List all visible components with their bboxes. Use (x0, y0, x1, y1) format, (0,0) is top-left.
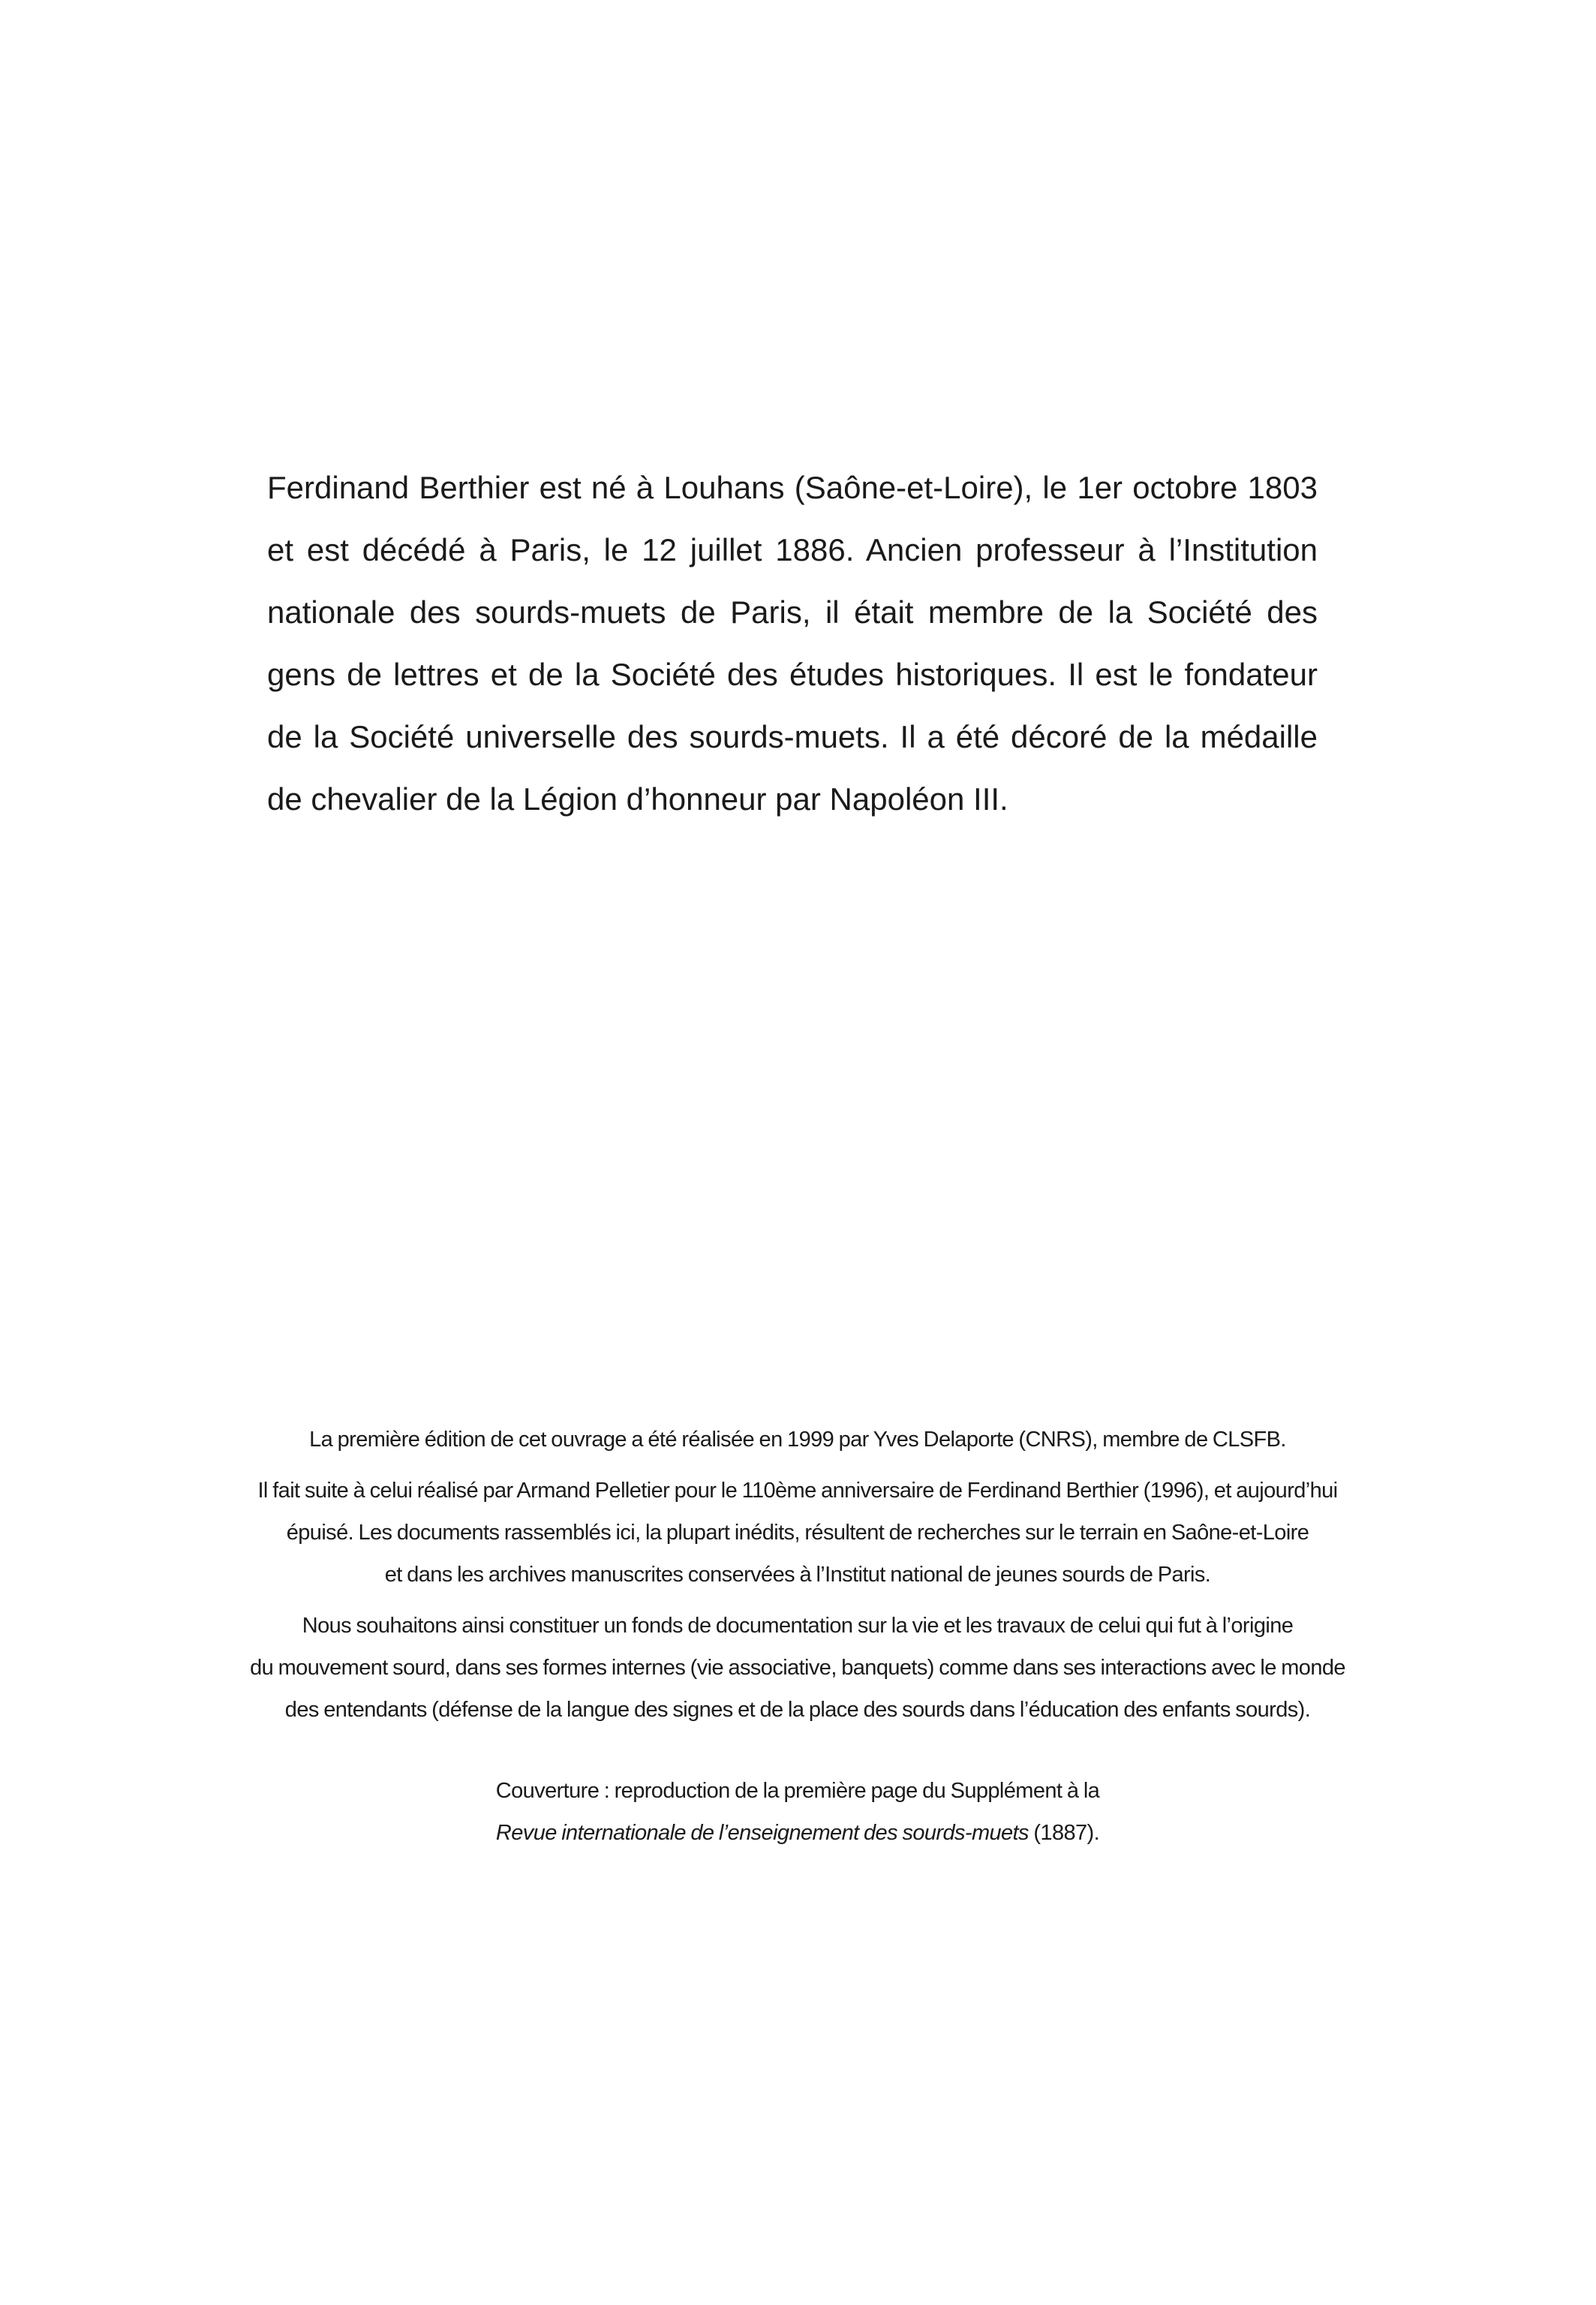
follow-up-line-2: épuisé. Les documents rassemblés ici, la plupart inédits, résultent de recherches sur le terrain en Saône-et-Loire (286, 1521, 1309, 1545)
journal-title: Revue internationale de l’enseignement des sourds-muets (495, 1821, 1029, 1845)
cover-credit-line-1: Couverture : reproduction de la première page du Supplément à la (495, 1779, 1100, 1803)
follow-up-line-1: Il fait suite à celui réalisé par Armand Pelletier pour le 110ème anniversaire de Ferdinand Berthier (1996), et aujourd’hui (257, 1479, 1338, 1503)
edition-notes (210, 1419, 1385, 1854)
cover-credit (210, 1770, 1385, 1854)
purpose-line-3: des entendants (défense de la langue des signes et de la place des sourds dans l’éducation des enfants sourds). (284, 1698, 1311, 1722)
purpose-line-2: du mouvement sourd, dans ses formes internes (vie associative, banquets) comme dans ses interactions avec le monde (250, 1656, 1345, 1680)
follow-up-line-3: et dans les archives manuscrites conservées à l’Institut national de jeunes sourds de Paris. (384, 1563, 1211, 1587)
first-edition-note (210, 1419, 1385, 1461)
first-edition-line: La première édition de cet ouvrage a été réalisée en 1999 par Yves Delaporte (CNRS), membre de CLSFB. (309, 1428, 1286, 1452)
purpose-line-1: Nous souhaitons ainsi constituer un fonds de documentation sur la vie et les travaux de celui qui fut à l’origine (302, 1614, 1294, 1638)
follow-up-note (210, 1470, 1385, 1596)
biography-paragraph: Ferdinand Berthier est né à Louhans (Saône-et-Loire), le 1er octobre 1803 et est décédé à Paris, le 12 juillet 1886. Ancien professeur à l’Institution nationale des sourds-muets de Paris, il était membre de la Société des gens de lettres et de la Société des études historiques. Il est le fondateur de la Société universelle des sourds-muets. Il a été décoré de la médaille de chevalier de la Légion d’honneur par Napoléon III. (267, 470, 1318, 817)
cover-credit-line-2 (210, 1812, 1385, 1854)
journal-year: (1887). (1028, 1821, 1100, 1845)
purpose-note (210, 1605, 1385, 1731)
